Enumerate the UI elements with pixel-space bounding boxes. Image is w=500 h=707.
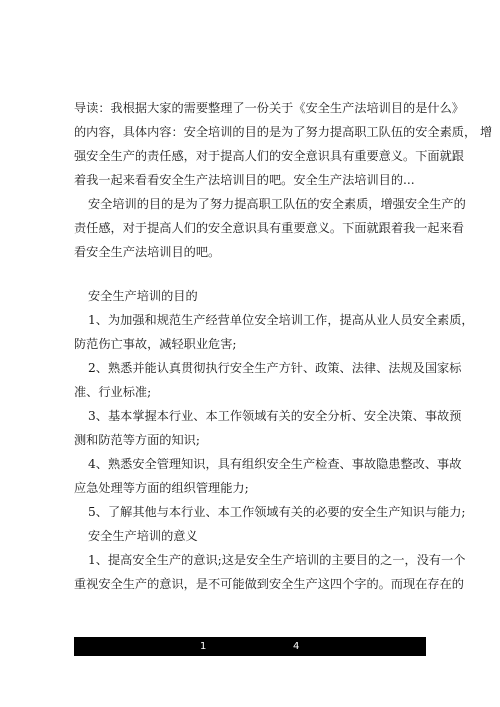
significance-item-1-line-2: 重视安全生产的意识，是不可能做到安全生产这四个字的。而现在存在的 [74,577,464,591]
document-body [74,96,493,591]
intro-line-3: 强安全生产的责任感，对于提高人们的安全意识具有重要意义。下面就跟 [74,149,464,163]
intro-line-1: 导读：我根据大家的需要整理了一份关于《安全生产法培训目的是什么》 [74,101,464,115]
paragraph-1-line-1: 安全培训的目的是为了努力提高职工队伍的安全素质，增强安全生产的 [88,197,466,211]
paragraph-gap [74,264,434,284]
item-4-line-1: 4、熟悉安全管理知识，具有组织安全生产检查、事故隐患整改、事故 [88,457,462,471]
section-heading-significance: 安全生产培训的意义 [88,529,198,543]
item-4-line-2: 应急处理等方面的组织管理能力; [74,481,249,495]
significance-item-1-line-1: 1、提高安全生产的意识;这是安全生产培训的主要目的之一，没有一个 [88,553,466,567]
item-1-line-2: 防范伤亡事故，减轻职业危害; [74,337,237,351]
total-pages: 4 [293,641,300,652]
paragraph-1-line-3: 看安全生产法培训目的吧。 [74,245,221,259]
item-2-line-2: 准、行业标准; [74,385,152,399]
page-footer-bar [74,637,426,656]
item-3-line-1: 3、基本掌握本行业、本工作领域有关的安全分析、安全决策、事故预 [88,409,462,423]
section-heading-purpose: 安全生产培训的目的 [88,289,198,303]
item-2-line-1: 2、熟悉并能认真贯彻执行安全生产方针、政策、法律、法规及国家标 [88,361,462,375]
page-number: 1 [200,641,207,652]
intro-line-4: 着我一起来看看安全生产法培训目的吧。安全生产法培训目的... [74,173,415,187]
intro-line-2: 的内容，具体内容：安全培训的目的是为了努力提高职工队伍的安全素质， 增 [74,125,493,139]
item-3-line-2: 测和防范等方面的知识; [74,433,200,447]
paragraph-1-line-2: 责任感，对于提高人们的安全意识具有重要意义。下面就跟着我一起来看 [74,221,464,235]
item-5-line-1: 5、了解其他与本行业、本工作领域有关的必要的安全生产知识与能力; [88,505,466,519]
item-1-line-1: 1、为加强和规范生产经营单位安全培训工作，提高从业人员安全素质， [88,313,474,327]
